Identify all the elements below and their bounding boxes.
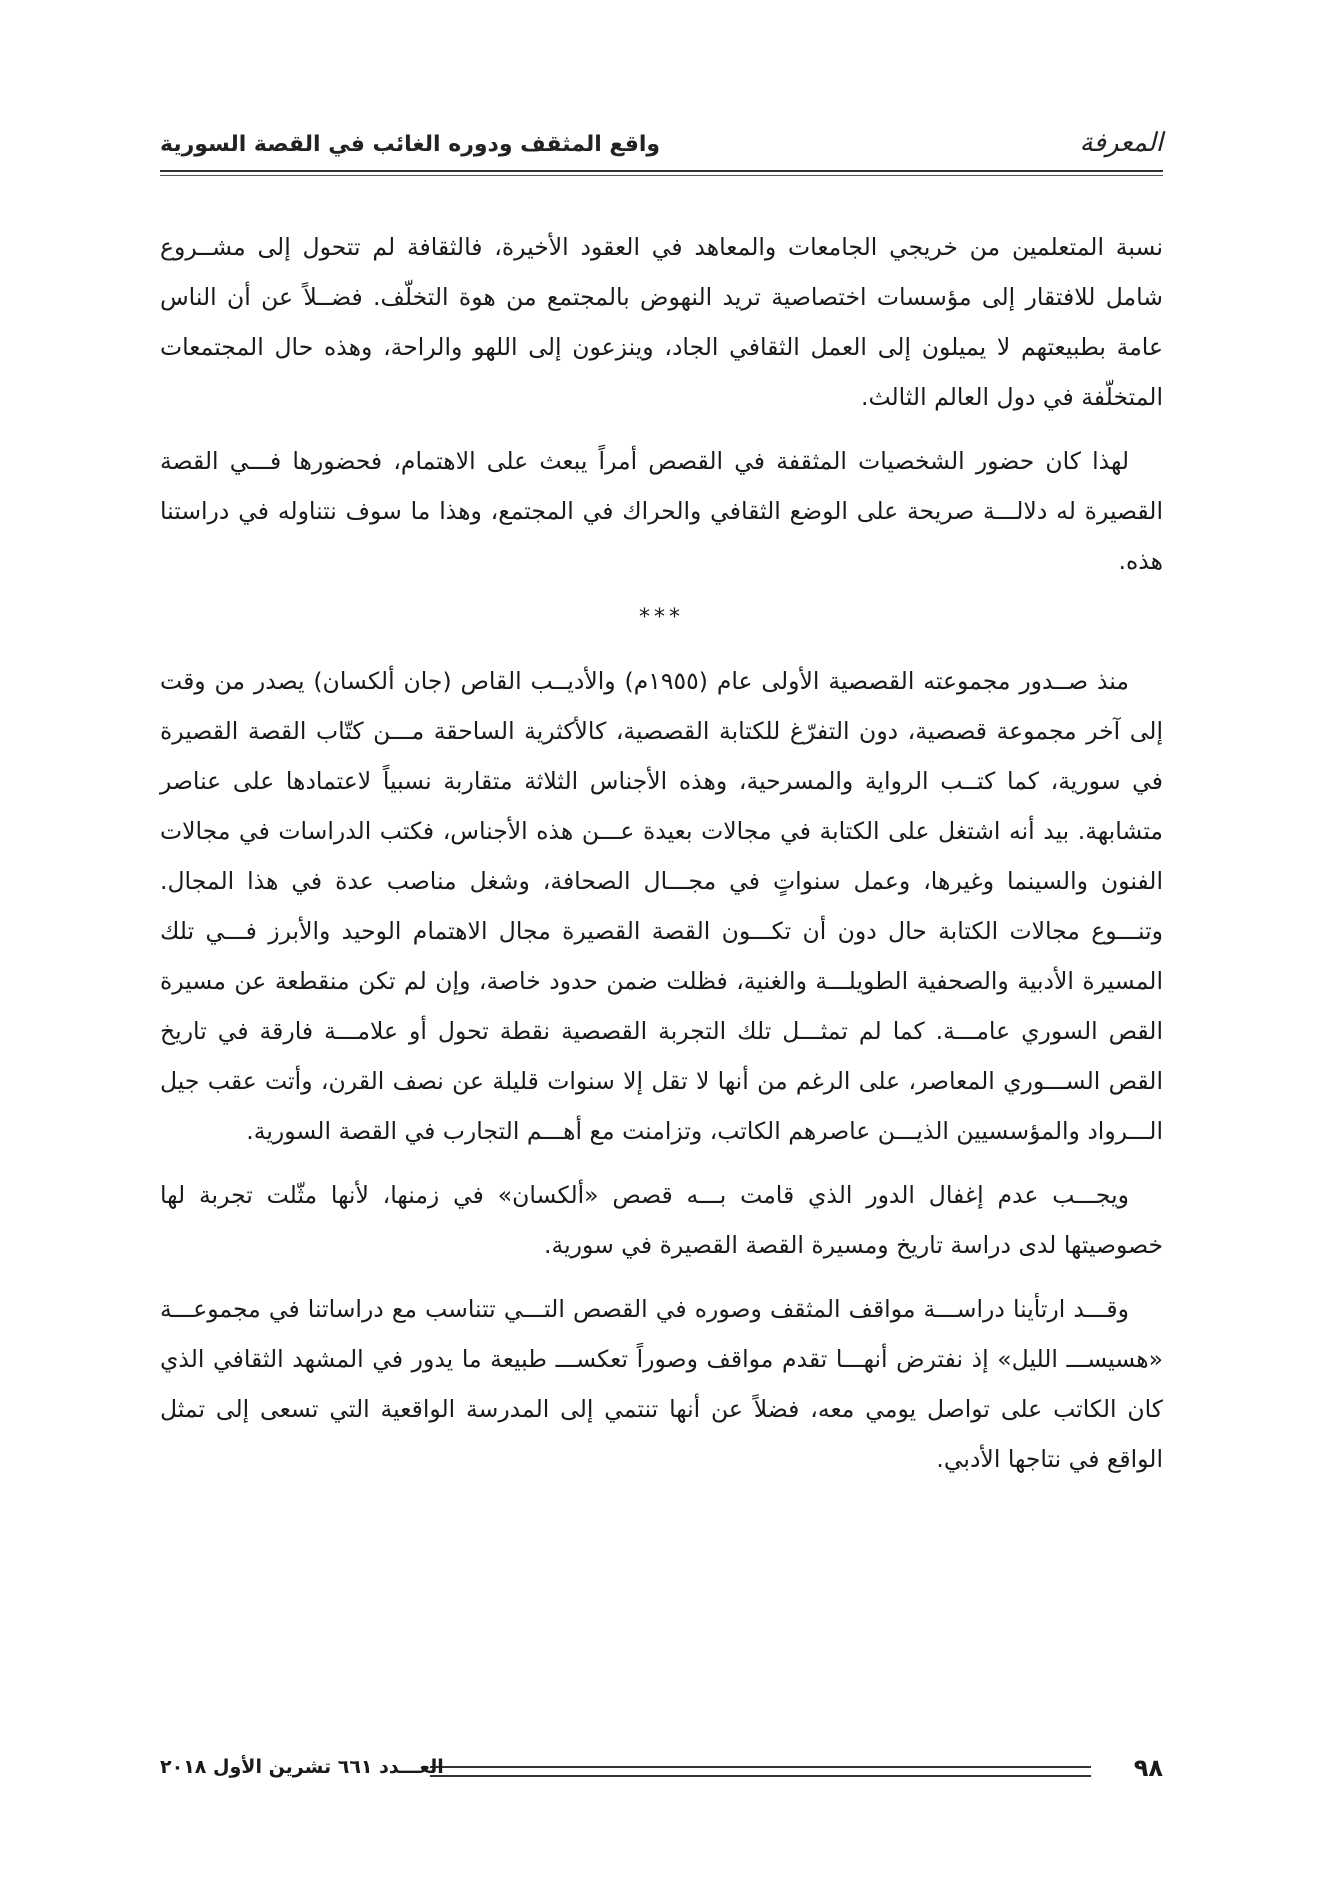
issue-info: العـــدد ٦٦١ تشرين الأول ٢٠١٨ [160,1756,444,1778]
header-rule [160,170,1163,172]
article-body [160,222,1163,1498]
paragraph-1: نسبة المتعلمين من خريجي الجامعات والمعاهد في العقود الأخيرة، فالثقافة لم تتحول إلى مشــروع شامل للافتقار إلى مؤسسات اختصاصية تريد النهوض بالمجتمع من هوة التخلّف. فضــلاً عن أن الناس عامة بطبيعتهم لا يميلون إلى العمل الثقافي الجاد، وينزعون إلى اللهو والراحة، وهذه حال المجتمعات المتخلّفة في دول العالم الثالث. [160,233,1163,411]
paragraph-5: وقـــد ارتأينا دراســـة مواقف المثقف وصوره في القصص التـــي تتناسب مع دراساتنا في مجموعـــة «هسيســـ الليل» إذ نفترض أنهـــا تقدم مواقف وصوراً تعكســـ طبيعة ما يدور في المشهد الثقافي الذي كان الكاتب على تواصل يومي معه، فضلاً عن أنها تنتمي إلى المدرسة الواقعية التي تسعى إلى تمثل الواقع في نتاجها الأدبي. [160,1295,1163,1473]
paragraph-3: منذ صــدور مجموعته القصصية الأولى عام (١٩٥٥م) والأديــب القاص (جان ألكسان) يصدر من وقت إلى آخر مجموعة قصصية، دون التفرّغ للكتابة القصصية، كالأكثرية الساحقة مـــن كتّاب القصة القصيرة في سورية، كما كتــب الرواية والمسرحية، وهذه الأجناس الثلاثة متقاربة نسبياً لاعتمادها على عناصر متشابهة. بيد أنه اشتغل على الكتابة في مجالات بعيدة عـــن هذه الأجناس، فكتب الدراسات في مجالات الفنون والسينما وغيرها، وعمل سنواتٍ في مجـــال الصحافة، وشغل مناصب عدة في هذا المجال. وتنـــوع مجالات الكتابة حال دون أن تكـــون القصة القصيرة مجال الاهتمام الوحيد والأبرز فـــي تلك المسيرة الأدبية والصحفية الطويلـــة والغنية، فظلت ضمن حدود خاصة، وإن لم تكن منقطعة عن مسيرة القص السوري عامـــة. كما لم تمثـــل تلك التجربة القصصية نقطة تحول أو علامـــة فارقة في تاريخ القص الســـوري المعاصر، على الرغم من أنها لا تقل إلا سنوات قليلة عن نصف القرن، وأتت عقب جيل الـــرواد والمؤسسيين الذيـــن عاصرهم الكاتب، وتزامنت مع أهـــم التجارب في القصة السورية. [160,667,1163,1145]
running-title: واقع المثقف ودوره الغائب في القصة السورية [160,132,661,157]
section-separator: *** [639,605,684,630]
page-footer [160,1754,1163,1794]
header-rule-thin [160,175,1163,176]
footer-rule [430,1766,1091,1777]
paragraph-2: لهذا كان حضور الشخصيات المثقفة في القصص أمراً يبعث على الاهتمام، فحضورها فـــي القصة القصيرة له دلالـــة صريحة على الوضع الثقافي والحراك في المجتمع، وهذا ما سوف نتناوله في دراستنا هذه. [160,447,1163,575]
magazine-logo: المعرفة [1079,128,1163,158]
paragraph-4: ويجـــب عدم إغفال الدور الذي قامت بـــه قصص «ألكسان» في زمنها، لأنها مثّلت تجربة لها خصوصيتها لدى دراسة تاريخ ومسيرة القصة القصيرة في سورية. [160,1181,1163,1259]
page-header [160,120,1163,170]
page-number: ٩٨ [1133,1754,1163,1782]
